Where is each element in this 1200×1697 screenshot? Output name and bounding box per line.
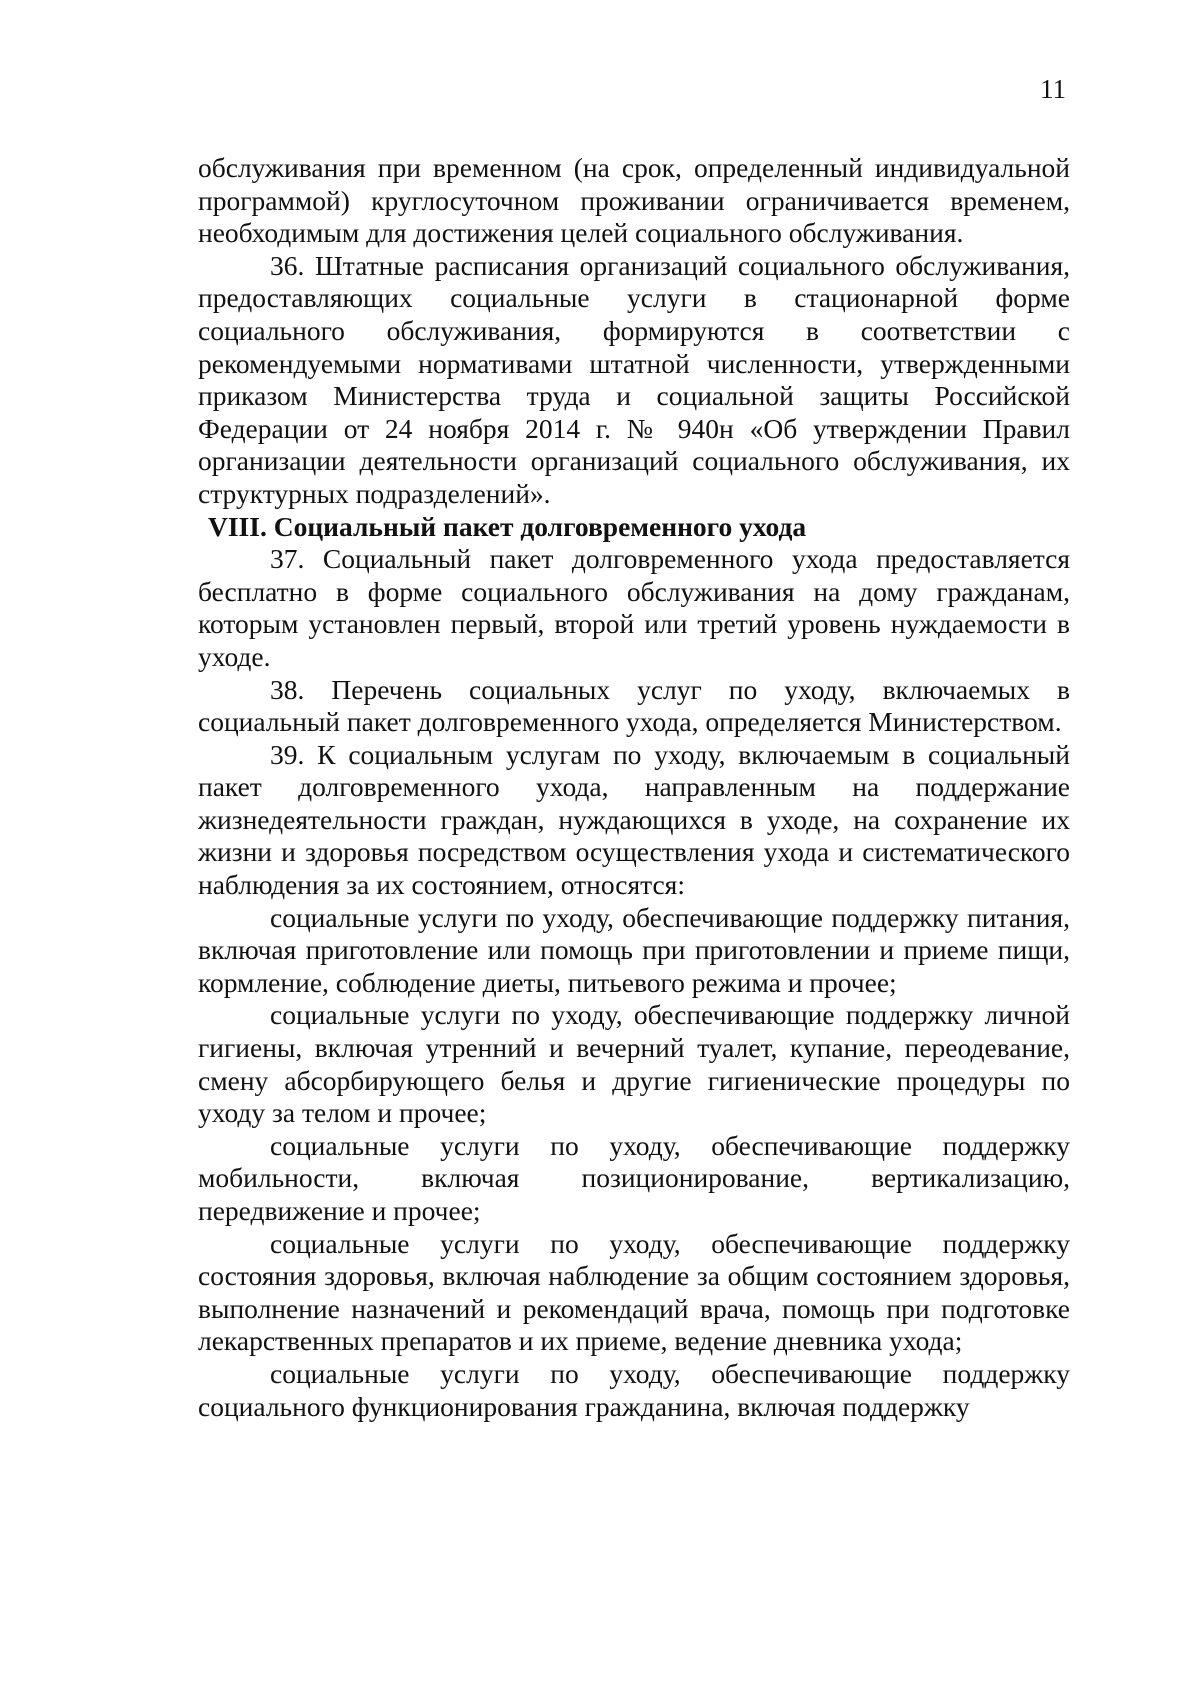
document-body xyxy=(198,152,1070,1423)
list-item-nutrition: социальные услуги по уходу, обеспечивающие поддержку питания, включая приготовление или помощь при приготовлении и приеме пищи, кормление, соблюдение диеты, питьевого режима и прочее; xyxy=(198,901,1070,998)
page-number: 11 xyxy=(1040,74,1066,104)
list-item-health: социальные услуги по уходу, обеспечивающие поддержку состояния здоровья, включая наблюдение за общим состоянием здоровья, выполнение назначений и рекомендаций врача, помощь при подготовке лекарственных препаратов и их приеме, ведение дневника ухода; xyxy=(198,1227,1070,1357)
list-item-mobility: социальные услуги по уходу, обеспечивающие поддержку мобильности, включая позиционирование, вертикализацию, передвижение и прочее; xyxy=(198,1129,1070,1226)
paragraph-37: 37. Социальный пакет долговременного ухода предоставляется бесплатно в форме социального обслуживания на дому гражданам, которым установлен первый, второй или третий уровень нуждаемости в уходе. xyxy=(198,543,1070,672)
paragraph-38: 38. Перечень социальных услуг по уходу, включаемых в социальный пакет долговременного ухода, определяется Министерством. xyxy=(198,673,1070,738)
paragraph-39: 39. К социальным услугам по уходу, включаемым в социальный пакет долговременного ухода, направленным на поддержание жизнедеятельности граждан, нуждающихся в уходе, на сохранение их жизни и здоровья посредством осуществления ухода и систематического наблюдения за их состоянием, относятся: xyxy=(198,738,1070,901)
section-heading: VIII. Социальный пакет долговременного ухода xyxy=(208,510,807,542)
paragraph-continuation: обслуживания при временном (на срок, определенный индивидуальной программой) круглосуточном проживании ограничивается временем, необходимым для достижения целей социального обслуживания. xyxy=(198,152,1070,249)
paragraph-36: 36. Штатные расписания организаций социального обслуживания, предоставляющих социальные услуги в стационарной форме социального обслуживания, формируются в соответствии с рекомендуемыми нормативами штатной численности, утвержденными приказом Министерства труда и социальной защиты Российской Федерации от 24 ноября 2014 г. № 940н «Об утверждении Правил организации деятельности организаций социального обслуживания, их структурных подразделений». xyxy=(198,249,1070,509)
list-item-hygiene: социальные услуги по уходу, обеспечивающие поддержку личной гигиены, включая утренний и вечерний туалет, купание, переодевание, смену абсорбирующего белья и другие гигиенические процедуры по уходу за телом и прочее; xyxy=(198,999,1070,1129)
list-item-social-functioning: социальные услуги по уходу, обеспечивающие поддержку социального функционирования гражданина, включая поддержку xyxy=(198,1357,1070,1422)
